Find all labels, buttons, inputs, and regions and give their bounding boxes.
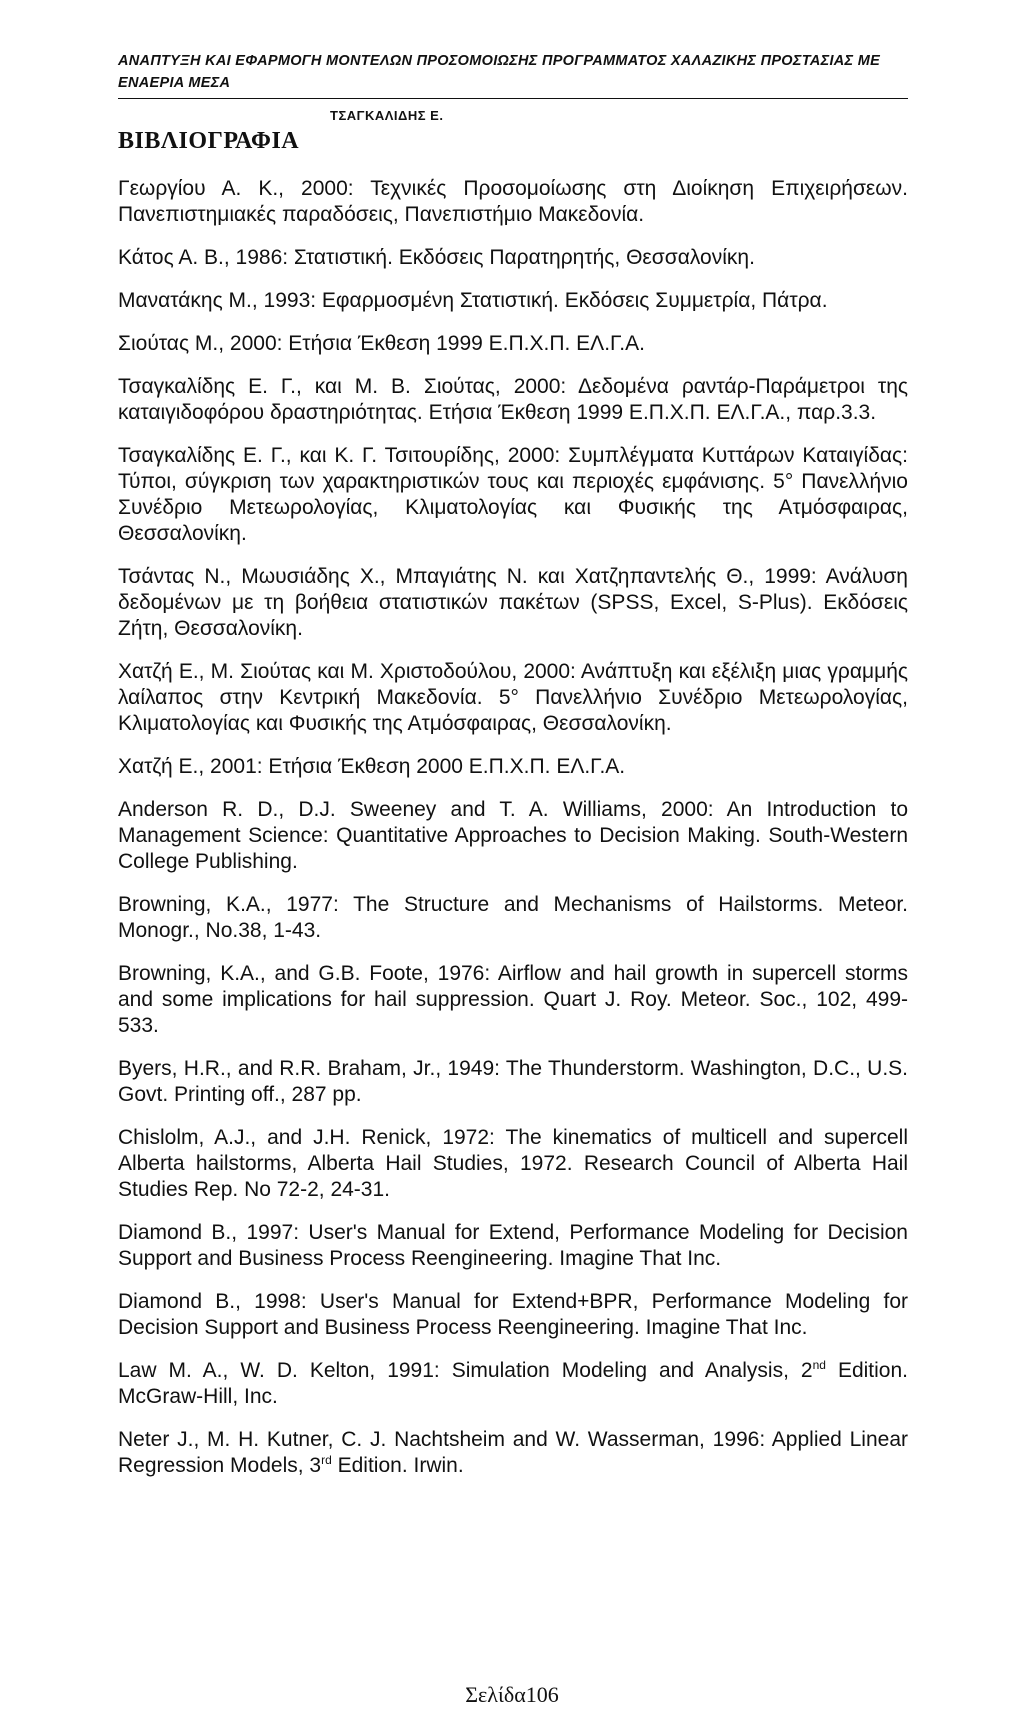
reference-entry bbox=[118, 659, 908, 737]
reference-text: Γεωργίου Α. Κ., 2000: Τεχνικές Προσομοίωσης στη Διοίκηση Επιχειρήσεων. Πανεπιστημιακές παραδόσεις, Πανεπιστήμιο Μακεδονία. bbox=[118, 177, 908, 226]
reference-text: Browning, K.A., and G.B. Foote, 1976: Airflow and hail growth in supercell storms and some implications for hail suppression. Quart J. Roy. Meteor. Soc., 102, 499-533. bbox=[118, 962, 908, 1037]
reference-entry bbox=[118, 443, 908, 547]
reference-text: Σιούτας Μ., 2000: Ετήσια Έκθεση 1999 Ε.Π.Χ.Π. ΕΛ.Γ.Α. bbox=[118, 332, 645, 355]
running-header-author: ΤΣΑΓΚΑΛΙΔΗΣ Ε. bbox=[330, 108, 444, 123]
reference-entry bbox=[118, 245, 908, 271]
reference-text: Χατζή Ε., Μ. Σιούτας και Μ. Χριστοδούλου, 2000: Ανάπτυξη και εξέλιξη μιας γραμμής λαίλαπος στην Κεντρική Μακεδονία. 5° Πανελλήνιο Συνέδριο Μετεωρολογίας, Κλιματολογίας και Φυσικής της Ατμόσφαιρας, Θεσσαλονίκη. bbox=[118, 660, 908, 735]
reference-entry bbox=[118, 564, 908, 642]
reference-entry bbox=[118, 374, 908, 426]
reference-entry bbox=[118, 797, 908, 875]
reference-list bbox=[118, 176, 908, 1496]
reference-text: Diamond B., 1998: User's Manual for Extend+BPR, Performance Modeling for Decision Support and Business Process Reengineering. Imagine That Inc. bbox=[118, 1290, 908, 1339]
reference-text-continued: Edition. McGraw-Hill, Inc. bbox=[118, 1359, 908, 1408]
running-header bbox=[118, 50, 908, 99]
header-divider bbox=[118, 98, 908, 99]
running-header-title: ΑΝΑΠΤΥΞΗ ΚΑΙ ΕΦΑΡΜΟΓΗ ΜΟΝΤΕΛΩΝ ΠΡΟΣΟΜΟΙΩΣΗΣ ΠΡΟΓΡΑΜΜΑΤΟΣ ΧΑΛΑΖΙΚΗΣ ΠΡΟΣΤΑΣΙΑΣ ΜΕ ΕΝΑΕΡΙΑ ΜΕΣΑ bbox=[118, 53, 881, 91]
reference-text-continued: Edition. Irwin. bbox=[331, 1454, 464, 1477]
reference-text: Τσαγκαλίδης Ε. Γ., και Κ. Γ. Τσιτουρίδης, 2000: Συμπλέγματα Κυττάρων Καταιγίδας: Τύποι, σύγκριση των χαρακτηριστικών τους και περιοχές εμφάνισης. 5° Πανελλήνιο Συνέδριο Μετεωρολογίας, Κλιματολογίας και Φυσικής της Ατμόσφαιρας, Θεσσαλονίκη. bbox=[118, 444, 908, 545]
reference-text: Anderson R. D., D.J. Sweeney and T. A. Williams, 2000: An Introduction to Management Science: Quantitative Approaches to Decision Making. South-Western College Publishing. bbox=[118, 798, 908, 873]
section-title: ΒΙΒΛΙΟΓΡΑΦΙΑ bbox=[118, 128, 300, 154]
page-number: 106 bbox=[525, 1682, 559, 1707]
reference-entry bbox=[118, 1358, 908, 1410]
reference-entry bbox=[118, 1056, 908, 1108]
reference-text: Law M. A., W. D. Kelton, 1991: Simulation Modeling and Analysis, 2 bbox=[118, 1359, 813, 1382]
reference-text: Χατζή Ε., 2001: Ετήσια Έκθεση 2000 Ε.Π.Χ.Π. ΕΛ.Γ.Α. bbox=[118, 755, 626, 778]
reference-text: Byers, H.R., and R.R. Braham, Jr., 1949: The Thunderstorm. Washington, D.C., U.S. Govt. Printing off., 287 pp. bbox=[118, 1057, 908, 1106]
page-footer bbox=[0, 1682, 1024, 1708]
reference-entry bbox=[118, 288, 908, 314]
reference-entry bbox=[118, 892, 908, 944]
reference-text: Τσαγκαλίδης Ε. Γ., και Μ. Β. Σιούτας, 2000: Δεδομένα ραντάρ-Παράμετροι της καταιγιδοφόρου δραστηριότητας. Ετήσια Έκθεση 1999 Ε.Π.Χ.Π. ΕΛ.Γ.Α., παρ.3.3. bbox=[118, 375, 908, 424]
reference-text: Κάτος Α. Β., 1986: Στατιστική. Εκδόσεις Παρατηρητής, Θεσσαλονίκη. bbox=[118, 246, 755, 269]
reference-entry bbox=[118, 754, 908, 780]
reference-entry bbox=[118, 1289, 908, 1341]
reference-entry bbox=[118, 1220, 908, 1272]
reference-ordinal-suffix: nd bbox=[812, 1358, 826, 1372]
reference-text: Neter J., M. H. Kutner, C. J. Nachtsheim and W. Wasserman, 1996: Applied Linear Regression Models, 3 bbox=[118, 1428, 908, 1477]
reference-text: Chislolm, A.J., and J.H. Renick, 1972: The kinematics of multicell and supercell Alberta hailstorms, Alberta Hail Studies, 1972. Research Council of Alberta Hail Studies Rep. No 72-2, 24-31. bbox=[118, 1126, 908, 1201]
reference-text: Τσάντας Ν., Μωυσιάδης Χ., Μπαγιάτης Ν. και Χατζηπαντελής Θ., 1999: Ανάλυση δεδομένων με τη βοήθεια στατιστικών πακέτων (SPSS, Excel, S-Plus). Εκδόσεις Ζήτη, Θεσσαλονίκη. bbox=[118, 565, 908, 640]
reference-text: Μανατάκης Μ., 1993: Εφαρμοσμένη Στατιστική. Εκδόσεις Συμμετρία, Πάτρα. bbox=[118, 289, 828, 312]
reference-entry bbox=[118, 1125, 908, 1203]
reference-entry bbox=[118, 331, 908, 357]
reference-text: Diamond B., 1997: User's Manual for Extend, Performance Modeling for Decision Support and Business Process Reengineering. Imagine That Inc. bbox=[118, 1221, 908, 1270]
reference-text: Browning, K.A., 1977: The Structure and Mechanisms of Hailstorms. Meteor. Monogr., No.38, 1-43. bbox=[118, 893, 908, 942]
page-label: Σελίδα bbox=[465, 1682, 526, 1707]
reference-entry bbox=[118, 961, 908, 1039]
reference-entry bbox=[118, 176, 908, 228]
reference-ordinal-suffix: rd bbox=[321, 1453, 332, 1467]
reference-entry bbox=[118, 1427, 908, 1479]
